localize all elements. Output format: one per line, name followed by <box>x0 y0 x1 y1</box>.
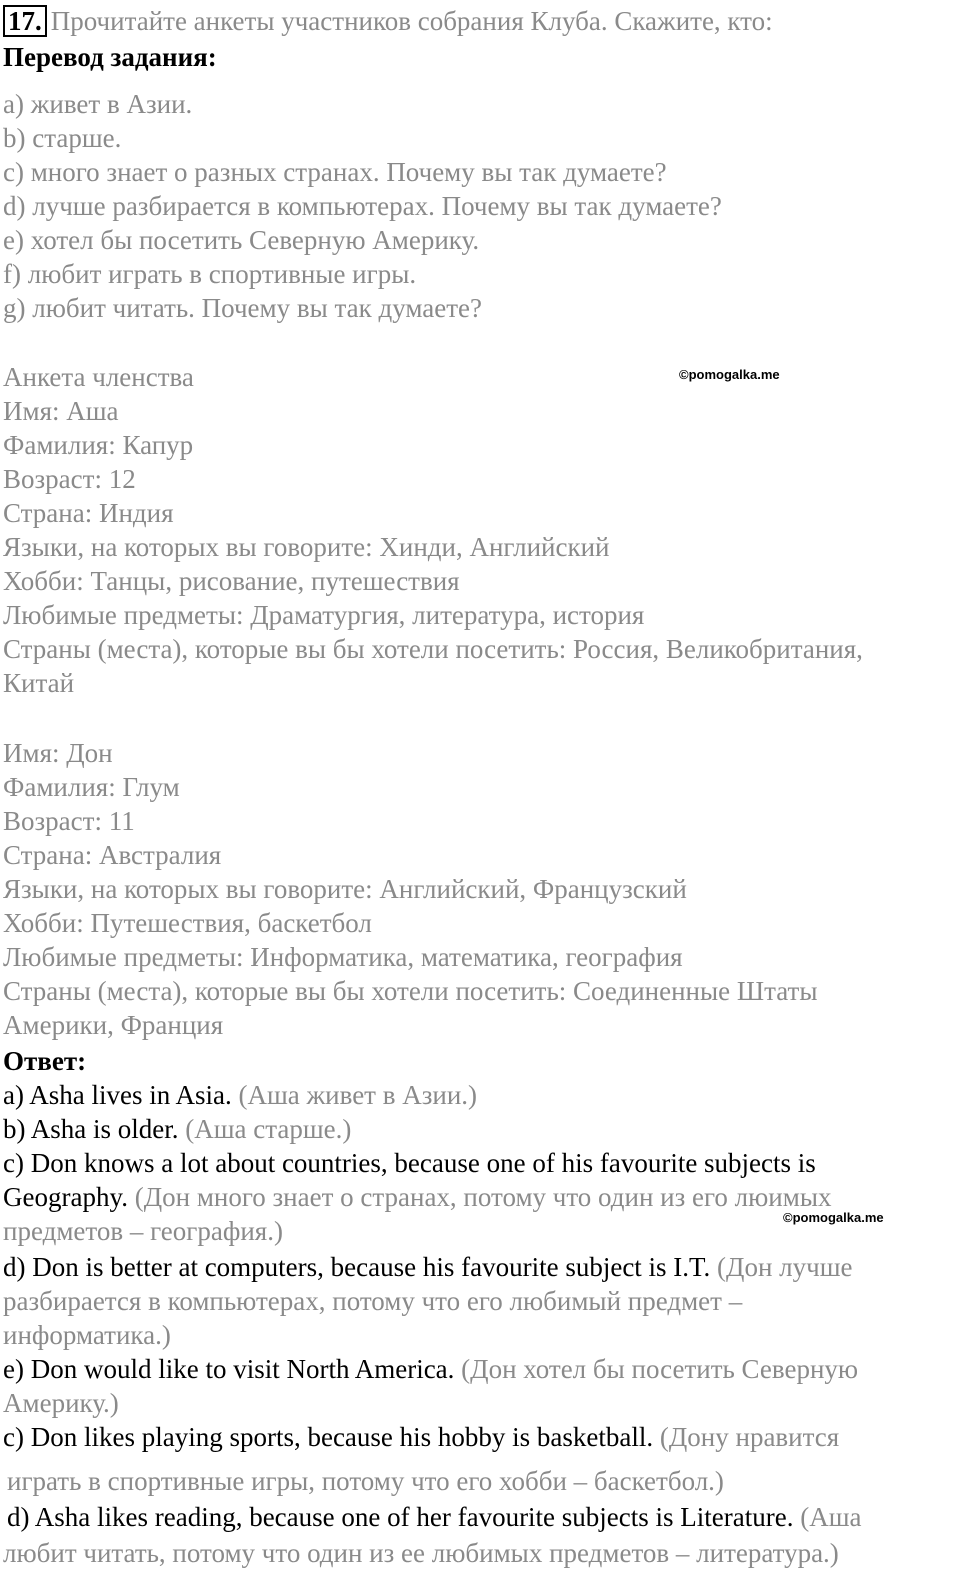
answer-line: b) Asha is older. (Аша старше.) <box>3 1114 352 1144</box>
answer-line: любит читать, потому что один из ее любимых предметов – литература.) <box>3 1538 839 1568</box>
task-item: f) любит играть в спортивные игры. <box>3 259 417 289</box>
answer-line: разбирается в компьютерах, потому что его любимый предмет – <box>3 1286 743 1316</box>
form1-line: Фамилия: Капур <box>3 430 194 460</box>
form2-line: Страна: Австралия <box>3 840 222 870</box>
task-item: e) хотел бы посетить Северную Америку. <box>3 225 480 255</box>
task-item: a) живет в Азии. <box>3 89 193 119</box>
answer-line: играть в спортивные игры, потому что его хобби – баскетбол.) <box>7 1466 724 1496</box>
form1-line: Языки, на которых вы говорите: Хинди, Английский <box>3 532 610 562</box>
answer-line: a) Asha lives in Asia. (Аша живет в Азии.) <box>3 1080 478 1110</box>
form2-line: Имя: Дон <box>3 738 113 768</box>
form2-line: Возраст: 11 <box>3 806 135 836</box>
form1-title: Анкета членства <box>3 362 194 392</box>
task-item: d) лучше разбирается в компьютерах. Почему вы так думаете? <box>3 191 722 221</box>
form2-line: Страны (места), которые вы бы хотели посетить: Соединенные Штаты <box>3 976 818 1006</box>
answer-line: предметов – география.) <box>3 1216 283 1246</box>
form1-line: Имя: Аша <box>3 396 119 426</box>
answer-line: d) Asha likes reading, because one of her favourite subjects is Literature. (Аша <box>7 1502 862 1532</box>
answer-line: информатика.) <box>3 1320 171 1350</box>
form1-line: Хобби: Танцы, рисование, путешествия <box>3 566 460 596</box>
task-number: 17. <box>3 5 47 37</box>
form1-line: Страны (места), которые вы бы хотели посетить: Россия, Великобритания, <box>3 634 863 664</box>
answer-line: Америку.) <box>3 1388 119 1418</box>
answer-line: d) Don is better at computers, because his favourite subject is I.T. (Дон лучше <box>3 1252 853 1282</box>
form1-line: Любимые предметы: Драматургия, литература, история <box>3 600 645 630</box>
watermark: ©pomogalka.me <box>783 1210 884 1225</box>
form2-line: Любимые предметы: Информатика, математика, география <box>3 942 683 972</box>
answer-line: c) Don knows a lot about countries, because one of his favourite subjects is <box>3 1148 816 1178</box>
translation-header: Перевод задания: <box>3 42 217 72</box>
form2-line: Фамилия: Глум <box>3 772 180 802</box>
task-item: b) старше. <box>3 123 122 153</box>
task-item: c) много знает о разных странах. Почему вы так думаете? <box>3 157 667 187</box>
form1-line: Китай <box>3 668 75 698</box>
form1-line: Возраст: 12 <box>3 464 136 494</box>
task-instruction: Прочитайте анкеты участников собрания Клуба. Скажите, кто: <box>50 6 773 36</box>
answer-line: e) Don would like to visit North America. (Дон хотел бы посетить Северную <box>3 1354 859 1384</box>
answer-header: Ответ: <box>3 1046 87 1076</box>
watermark: ©pomogalka.me <box>679 367 780 382</box>
form1-line: Страна: Индия <box>3 498 174 528</box>
answer-line: c) Don likes playing sports, because his hobby is basketball. (Дону нравится <box>3 1422 840 1452</box>
form2-line: Америки, Франция <box>3 1010 224 1040</box>
task-item: g) любит читать. Почему вы так думаете? <box>3 293 483 323</box>
form2-line: Языки, на которых вы говорите: Английский, Французский <box>3 874 687 904</box>
answer-line: Geography. (Дон много знает о странах, потому что один из его люимых <box>3 1182 832 1212</box>
form2-line: Хобби: Путешествия, баскетбол <box>3 908 372 938</box>
task-instruction-line <box>3 4 773 38</box>
